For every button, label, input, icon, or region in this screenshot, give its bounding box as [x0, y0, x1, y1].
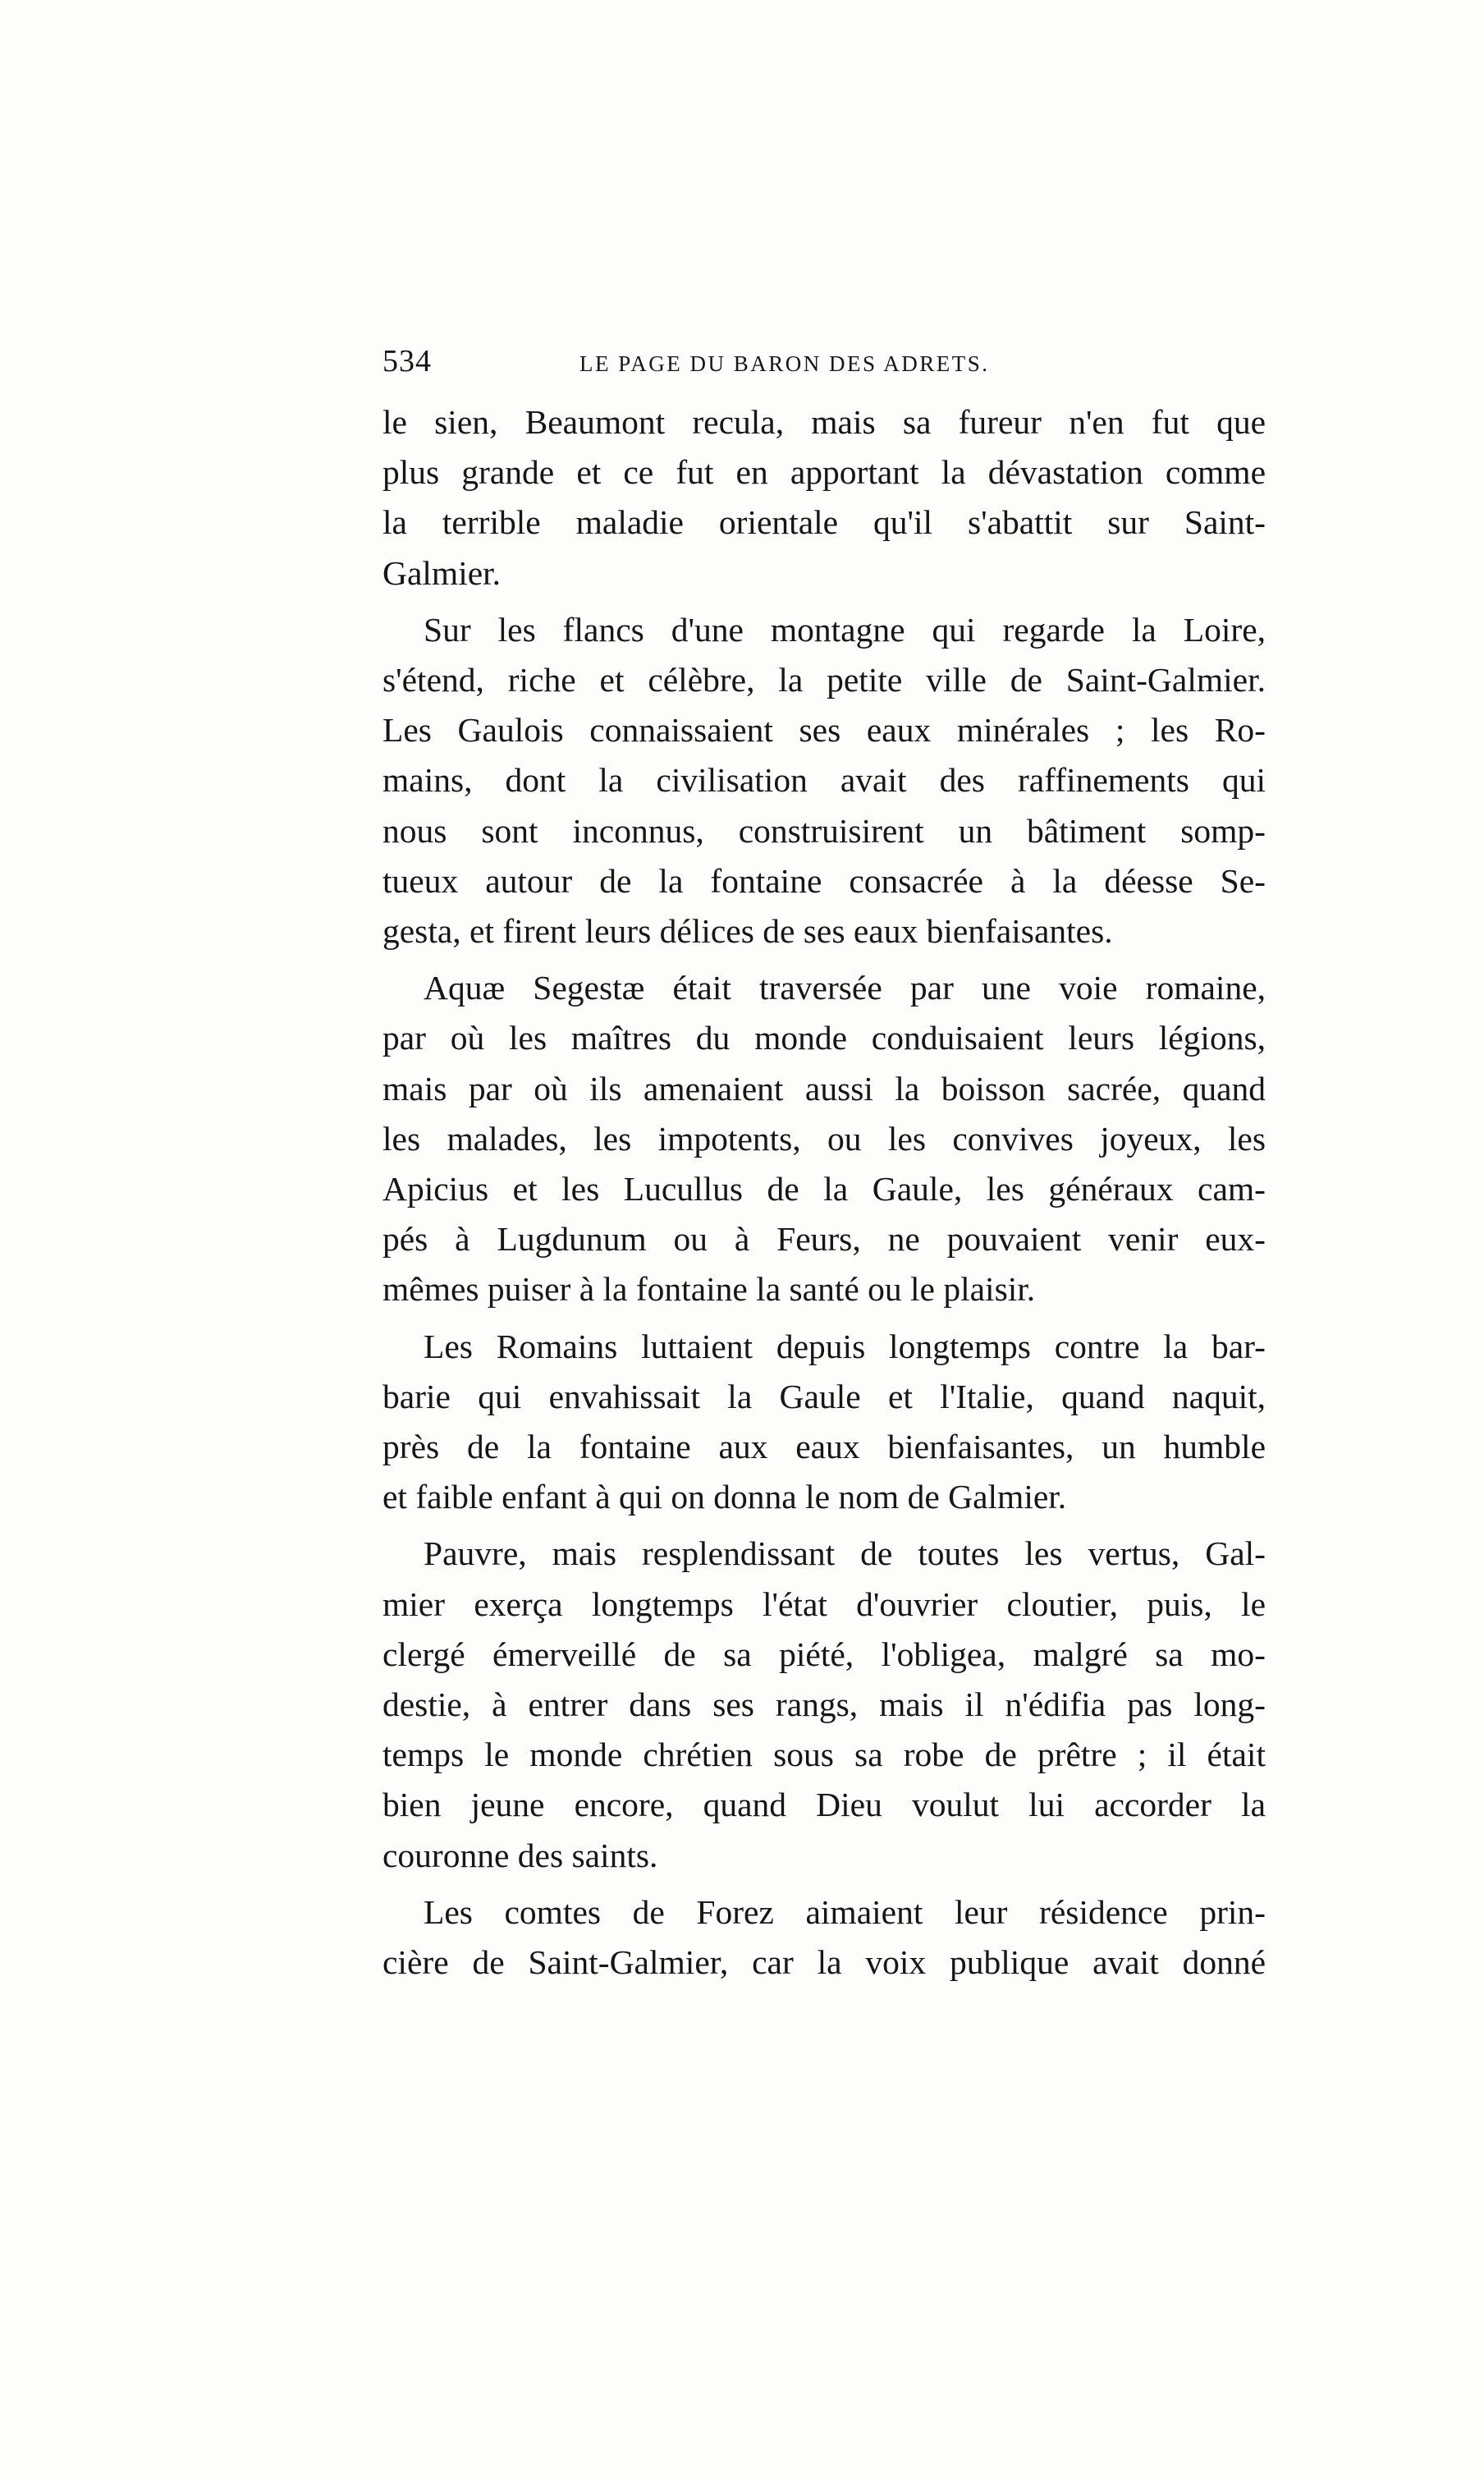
page-number: 534: [382, 344, 432, 378]
text-line: Pauvre, mais resplendissant de toutes les vertus, Gal-: [424, 1534, 1266, 1573]
text-line: plus grande et ce fut en apportant la dévastation comme: [382, 453, 1266, 492]
running-head: [382, 343, 1266, 392]
text-line: Apicius et les Lucullus de la Gaule, les généraux cam-: [382, 1170, 1266, 1208]
text-line: mais par où ils amenaient aussi la boisson sacrée, quand: [382, 1069, 1266, 1108]
text-line: s'étend, riche et célèbre, la petite ville de Saint-Galmier.: [382, 661, 1266, 699]
text-line: Les Romains luttaient depuis longtemps contre la bar-: [424, 1327, 1266, 1365]
text-line: clergé émerveillé de sa piété, l'obligea, malgré sa mo-: [382, 1635, 1266, 1673]
text-line: Les Gaulois connaissaient ses eaux minérales ; les Ro-: [382, 711, 1266, 750]
text-line: destie, à entrer dans ses rangs, mais il n'édifia pas long-: [382, 1685, 1266, 1724]
text-line: mier exerça longtemps l'état d'ouvrier cloutier, puis, le: [382, 1584, 1266, 1623]
paragraph-3: [382, 963, 1266, 1314]
text-line: mains, dont la civilisation avait des raffinements qui: [382, 761, 1266, 800]
text-line: Sur les flancs d'une montagne qui regarde la Loire,: [424, 610, 1266, 649]
paragraph-6: [382, 1887, 1266, 1988]
text-line: la terrible maladie orientale qu'il s'abattit sur Saint-: [382, 503, 1266, 542]
text-line: cière de Saint-Galmier, car la voix publique avait donné: [382, 1943, 1266, 1982]
text-line: les malades, les impotents, ou les convives joyeux, les: [382, 1119, 1266, 1158]
running-title: LE PAGE DU BARON DES ADRETS.: [579, 351, 990, 376]
paragraph-2: [382, 605, 1266, 956]
text-line: bien jeune encore, quand Dieu voulut lui accorder la: [382, 1786, 1266, 1824]
text-line: Les comtes de Forez aimaient leur résidence prin-: [424, 1892, 1266, 1931]
text-line: pés à Lugdunum ou à Feurs, ne pouvaient venir eux-: [382, 1220, 1266, 1259]
text-line: le sien, Beaumont recula, mais sa fureur n'en fut que: [382, 403, 1266, 441]
paragraph-4: [382, 1322, 1266, 1523]
text-line: par où les maîtres du monde conduisaient leurs légions,: [382, 1019, 1266, 1057]
text-line: gesta, et firent leurs délices de ses eaux bienfaisantes.: [382, 912, 1113, 951]
text-line: et faible enfant à qui on donna le nom de Galmier.: [382, 1478, 1067, 1516]
paragraph-1: [382, 397, 1266, 598]
text-line: mêmes puiser à la fontaine la santé ou le plaisir.: [382, 1270, 1036, 1309]
text-line: Aquæ Segestæ était traversée par une voie romaine,: [424, 969, 1266, 1007]
text-line: nous sont inconnus, construisirent un bâtiment somp-: [382, 811, 1266, 850]
text-line: barie qui envahissait la Gaule et l'Italie, quand naquit,: [382, 1377, 1266, 1415]
text-line: près de la fontaine aux eaux bienfaisantes, un humble: [382, 1428, 1266, 1466]
text-line: temps le monde chrétien sous sa robe de prêtre ; il était: [382, 1736, 1266, 1774]
text-line: tueux autour de la fontaine consacrée à la déesse Se-: [382, 861, 1266, 900]
paragraph-5: [382, 1529, 1266, 1880]
text-line: Galmier.: [382, 553, 502, 592]
text-line: couronne des saints.: [382, 1836, 658, 1874]
text-block: [382, 343, 1266, 1988]
